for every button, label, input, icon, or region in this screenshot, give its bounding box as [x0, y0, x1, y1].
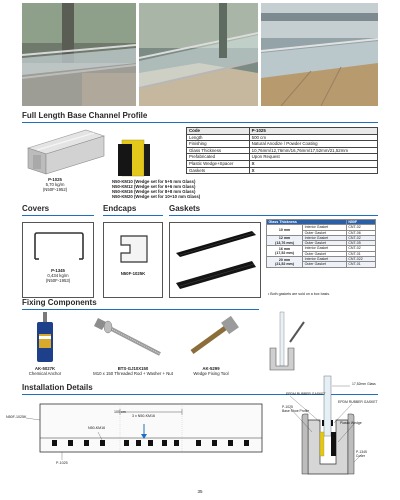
gasket-header-series: N50F: [346, 220, 375, 225]
spec-value: 10,76mm/12,76mm/16,76mm/17,52mm/21,52mm: [249, 147, 377, 154]
wedge-set-image: [118, 138, 162, 178]
covers-rule: [22, 215, 94, 216]
installation-section-drawing: [272, 376, 378, 476]
section-profile-sub: Base Shoe Profile: [282, 409, 310, 413]
gasket-code: CNT-022: [346, 257, 375, 262]
fixing-desc-1: Chemical Anchor: [28, 371, 62, 376]
install-wedge-label-a: N50-KM16: [88, 426, 106, 430]
gasket-type: Outer Gasket: [303, 230, 347, 235]
section-cover-sub: Cover: [356, 454, 366, 458]
profile-spec-table: [186, 127, 378, 174]
profile-weight: 5,70 kg/m: [45, 182, 65, 187]
gasket-type: Outer Gasket: [303, 241, 347, 246]
gasket-note: • Both gaskets are sold on a box basis.: [268, 292, 330, 296]
gasket-image-box: [169, 222, 261, 298]
spec-value: P-1025: [249, 128, 377, 135]
endcaps-rule: [103, 215, 163, 216]
profile-section-rule: [22, 122, 378, 123]
fixing-code-1: AK-5027K: [34, 366, 56, 371]
section-epdm-label-a: EPDM RUBBER GASKET: [286, 392, 326, 396]
spec-value: X: [249, 160, 377, 167]
page-number: 35: [197, 489, 203, 494]
section-cover-label: P-1345: [356, 450, 367, 454]
fixing-code-3: AK-5299: [202, 366, 220, 371]
cover-alt-code: (N50F-1953): [45, 278, 71, 283]
spec-row: [187, 128, 378, 135]
install-profile-label: P-1025: [56, 461, 68, 465]
install-endcap-label: N50F-1025K: [6, 415, 27, 419]
gasket-code: CNT-05: [346, 241, 375, 246]
cover-box: [22, 222, 94, 298]
gasket-type: Interior Gasket: [303, 225, 347, 230]
endcap-box: [103, 222, 163, 298]
spec-value: Upon Request: [249, 154, 377, 161]
gasket-strips-image: [174, 229, 258, 293]
cover-code: P-1345: [51, 268, 65, 273]
section-wedge-label: Plastic Wedge: [340, 421, 362, 425]
covers-title: Covers: [22, 204, 50, 213]
spec-row: [187, 167, 378, 174]
balustrade-photo-1: [22, 3, 136, 106]
wedge-line-1: N50-KM10 (Wedge set for 5+5 mm Glass): [112, 179, 196, 184]
gasket-row: [267, 225, 376, 230]
fixing-rule: [22, 309, 259, 310]
spec-row: [187, 154, 378, 161]
fixing-title: Fixing Components: [22, 298, 97, 307]
balustrade-photo-2: [139, 3, 258, 106]
spec-key: Finishing: [187, 141, 250, 148]
install-wedge-label-b: 3 x N50-KM16: [132, 414, 155, 418]
section-profile-label: P-1025: [282, 405, 293, 409]
gasket-type: Interior Gasket: [303, 235, 347, 240]
gasket-header-thickness: Glass Thickness: [267, 220, 347, 225]
section-glass-label: 17,52mm Glass: [352, 382, 376, 386]
wedge-fixing-tool-image: [188, 316, 238, 356]
install-title: Installation Details: [22, 383, 93, 392]
threaded-rod-image: [94, 318, 168, 360]
spec-row: [187, 141, 378, 148]
gasket-thickness: 10 mm: [267, 225, 303, 236]
profile-section-title: Full Length Base Channel Profile: [22, 111, 148, 120]
spec-value: Natural Anodize / Powder Coating: [249, 141, 377, 148]
spec-value: X: [249, 167, 377, 174]
chemical-anchor-image: [34, 312, 58, 364]
section-epdm-label-b: EPDM RUBBER GASKET: [338, 400, 378, 404]
spec-row: [187, 134, 378, 141]
spec-key: Gaskets: [187, 167, 250, 174]
gasket-code: CNT-01: [346, 262, 375, 267]
fixing-tool-in-use-drawing: [266, 312, 306, 372]
spec-value: 500 cm: [249, 134, 377, 141]
endcap-drawing: [118, 233, 150, 265]
base-channel-profile-image: [28, 130, 106, 176]
balustrade-photo-3: [261, 3, 378, 106]
spec-key: Plastic Wedge+Spacer: [187, 160, 250, 167]
spec-key: Prefabricated: [187, 154, 250, 161]
profile-code: P-1025: [48, 177, 62, 182]
endcap-code: N50F-1025K: [120, 271, 146, 276]
wedge-line-2: N50-KM12 (Wedge set for 6+6 mm Glass): [112, 184, 196, 189]
wedge-line-3: N50-KM16 (Wedge set for 8+8 mm Glass): [112, 189, 196, 194]
gasket-type: Interior Gasket: [303, 257, 347, 262]
gaskets-rule: [169, 215, 378, 216]
gasket-code: CNT-02: [346, 225, 375, 230]
gasket-table: [266, 219, 376, 268]
cover-profile-drawing: [33, 231, 85, 261]
gasket-row: [267, 257, 376, 262]
gasket-code: CNT-01: [346, 251, 375, 256]
fixing-desc-3: Wedge Fixing Tool: [193, 371, 229, 376]
wedge-line-4: N50-KM20 (Wedge set for 10+10 mm Glass): [112, 194, 201, 199]
profile-alt-code: (N50F-1952): [42, 187, 68, 192]
endcaps-title: Endcaps: [103, 204, 137, 213]
gasket-type: Interior Gasket: [303, 246, 347, 251]
installation-elevation-drawing: [22, 398, 272, 464]
gasket-type: Outer Gasket: [303, 262, 347, 267]
gasket-code: CNT-02: [346, 235, 375, 240]
spec-key: Glass Thickness: [187, 147, 250, 154]
fixing-code-2: BTS-GJ10X150: [117, 366, 149, 371]
gasket-thickness: 20 mm (21,52 mm): [267, 257, 303, 268]
spec-key: Length: [187, 134, 250, 141]
photo-strip: [22, 3, 378, 106]
fixing-desc-2: M10 x 150 Threaded Rod + Washer + Nut: [93, 371, 173, 376]
spec-key: Code: [187, 128, 250, 135]
cover-weight: 0,434 kg/m: [47, 273, 69, 278]
gaskets-title: Gaskets: [169, 204, 201, 213]
gasket-code: CNT-02: [346, 246, 375, 251]
gasket-type: Outer Gasket: [303, 251, 347, 256]
install-dimension: 100 cm: [114, 410, 126, 414]
gasket-code: CNT-06: [346, 230, 375, 235]
spec-row: [187, 147, 378, 154]
spec-row: [187, 160, 378, 167]
gasket-row: [267, 246, 376, 251]
gasket-thickness: 16 mm (17,52 mm): [267, 246, 303, 257]
gasket-thickness: 12 mm (13,76 mm): [267, 235, 303, 246]
gasket-row: [267, 235, 376, 240]
